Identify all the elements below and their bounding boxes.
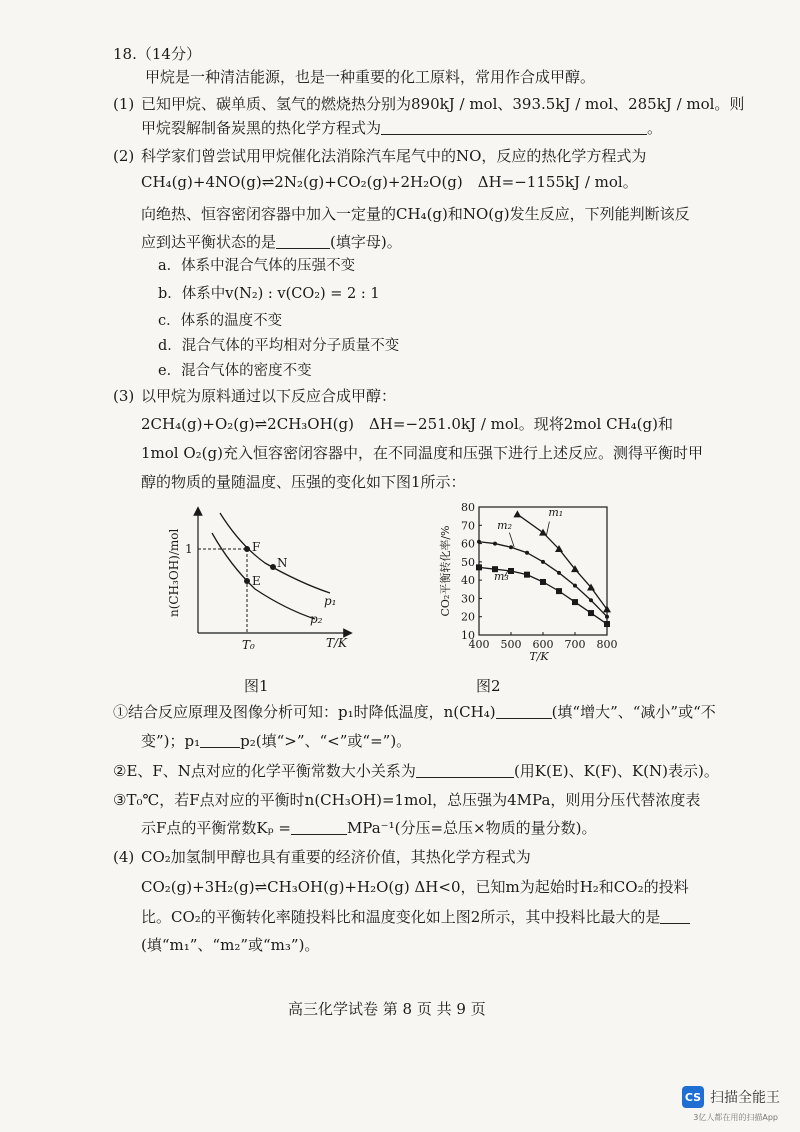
part3-q3-b: 示F点的平衡常数Kₚ = xyxy=(141,819,291,837)
part1-label: (1) xyxy=(113,95,135,113)
part3-q3-a: ③T₀℃，若F点对应的平衡时n(CH₃OH)=1mol，总压强为4MPa，则用分压代替浓度表 xyxy=(113,791,701,809)
figure-1-caption: 图1 xyxy=(244,677,269,695)
data-point xyxy=(524,572,530,578)
data-point xyxy=(476,564,482,570)
watermark-brand: 扫描全能王 xyxy=(710,1090,780,1106)
data-point xyxy=(557,571,561,575)
part2-option-e: e．混合气体的密度不变 xyxy=(158,363,312,379)
fig1-xlabel: T/K xyxy=(326,636,348,650)
label-n: N xyxy=(277,556,288,570)
figure-2-caption: 图2 xyxy=(476,677,501,695)
part3-q1-a: ①结合反应原理及图像分析可知：p₁时降低温度，n(CH₄) xyxy=(113,703,496,721)
y-tick-label: 60 xyxy=(461,537,475,551)
x-tick-label: 800 xyxy=(596,638,618,651)
answer-blank xyxy=(496,704,552,719)
answer-blank xyxy=(291,820,347,835)
data-point xyxy=(477,540,481,544)
fig1-ytick: 1 xyxy=(185,542,193,556)
question-intro: 甲烷是一种清洁能源，也是一种重要的化工原料，常用作合成甲醇。 xyxy=(145,68,596,86)
part4-label: (4) xyxy=(113,848,135,866)
part1-text-b-end: 。 xyxy=(647,119,663,137)
part3-q2: ②E、F、N点对应的化学平衡常数大小关系为 xyxy=(113,762,416,780)
part3-q1-b: 变”)；p₁ xyxy=(141,732,201,750)
y-tick-label: 40 xyxy=(461,574,475,588)
figure-2-chart xyxy=(435,495,635,670)
y-tick-label: 50 xyxy=(461,555,475,569)
scanner-watermark xyxy=(682,1086,780,1108)
y-tick-label: 80 xyxy=(461,501,475,514)
question-number: 18.（14分） xyxy=(113,45,201,63)
label-e: E xyxy=(252,574,261,588)
x-axis-label: T/K xyxy=(529,650,549,663)
part2-equation: CH₄(g)+4NO(g)⇌2N₂(g)+CO₂(g)+2H₂O(g) ΔH=−1155kJ / mol。 xyxy=(141,173,638,191)
y-tick-label: 30 xyxy=(461,592,475,606)
part1-text-b: 甲烷裂解制备炭黑的热化学方程式为 xyxy=(141,119,382,137)
part2-option-c: c．体系的温度不变 xyxy=(158,313,283,329)
part3-q3-line-b xyxy=(141,818,596,838)
point-e xyxy=(244,578,250,584)
part3-q3-b-end: MPa⁻¹(分压=总压×物质的量分数)。 xyxy=(346,819,597,837)
curve-p2 xyxy=(212,533,315,619)
series-leader-line xyxy=(509,533,514,548)
point-n xyxy=(270,564,276,570)
part2-text-c-line xyxy=(141,232,402,252)
part4-text-c-line xyxy=(141,907,690,927)
series-label: m₃ xyxy=(493,570,509,584)
part3-q1-line-b xyxy=(141,731,411,751)
camscanner-icon: CS xyxy=(682,1086,704,1108)
part4-text-c: 比。CO₂的平衡转化率随投料比和温度变化如上图2所示，其中投料比最大的是 xyxy=(141,908,661,926)
point-f xyxy=(244,546,250,552)
part3-equation: 2CH₄(g)+O₂(g)⇌2CH₃OH(g) ΔH=−251.0kJ / mol。现将2mol CH₄(g)和 xyxy=(141,415,673,433)
watermark-tagline: 3亿人都在用的扫描App xyxy=(693,1113,778,1122)
data-point xyxy=(525,551,529,555)
label-p1: p₁ xyxy=(324,594,337,608)
part2-label: (2) xyxy=(113,147,135,165)
data-point xyxy=(605,615,609,619)
part3-q2-end: (用K(E)、K(F)、K(N)表示)。 xyxy=(513,762,719,780)
label-f: F xyxy=(252,540,261,554)
x-tick-label: 500 xyxy=(500,638,522,651)
answer-blank xyxy=(200,733,240,748)
data-point xyxy=(509,545,513,549)
data-point xyxy=(539,529,547,536)
part1-text-a: 已知甲烷、碳单质、氢气的燃烧热分别为890kJ / mol、393.5kJ / mol、285kJ / mol。则 xyxy=(141,95,745,113)
data-point xyxy=(493,542,497,546)
data-point xyxy=(573,584,577,588)
fig1-ylabel: n(CH₃OH)/mol xyxy=(167,528,181,617)
part3-q1-b-mid: p₂(填“>”、“<”或“=”)。 xyxy=(240,732,412,750)
data-point xyxy=(604,621,610,627)
part3-text-a: 以甲烷为原料通过以下反应合成甲醇： xyxy=(141,387,397,405)
part2-option-b: b．体系中v(N₂) : v(CO₂) = 2 : 1 xyxy=(158,286,380,302)
series-line-1 xyxy=(517,514,607,609)
part1-text-b-line xyxy=(141,118,662,138)
part4-text-a: CO₂加氢制甲醇也具有重要的经济价值，其热化学方程式为 xyxy=(141,848,531,866)
series-label: m₁ xyxy=(548,506,564,520)
part2-text-b: 向绝热、恒容密闭容器中加入一定量的CH₄(g)和NO(g)发生反应，下列能判断该反 xyxy=(141,205,690,223)
data-point xyxy=(540,579,546,585)
part3-q2-line xyxy=(113,761,719,781)
part3-text-b: 1mol O₂(g)充入恒容密闭容器中，在不同温度和压强下进行上述反应。测得平衡时甲 xyxy=(141,444,703,462)
data-point xyxy=(513,510,521,517)
part3-label: (3) xyxy=(113,387,135,405)
data-point xyxy=(588,610,594,616)
data-point xyxy=(556,588,562,594)
data-point xyxy=(508,568,514,574)
part4-text-d: (填“m₁”、“m₂”或“m₃”)。 xyxy=(141,936,320,954)
figure-1 xyxy=(160,505,360,665)
x-tick-label: 700 xyxy=(564,638,586,651)
part3-q1-a-end: (填“增大”、“减小”或“不 xyxy=(551,703,716,721)
series-leader-line xyxy=(546,522,549,537)
y-tick-label: 10 xyxy=(461,629,475,642)
data-point xyxy=(572,599,578,605)
y-tick-label: 20 xyxy=(461,610,475,624)
answer-blank xyxy=(416,763,514,778)
answer-blank xyxy=(381,120,647,135)
answer-blank xyxy=(660,909,690,924)
curve-p1 xyxy=(220,513,330,593)
part3-q1-line-a xyxy=(113,702,716,722)
part2-text-a: 科学家们曾尝试用甲烷催化法消除汽车尾气中的NO，反应的热化学方程式为 xyxy=(141,147,647,165)
part3-text-c: 醇的物质的量随温度、压强的变化如下图1所示： xyxy=(141,473,466,491)
y-tick-label: 70 xyxy=(461,519,475,533)
data-point xyxy=(589,598,593,602)
part4-text-b: CO₂(g)+3H₂(g)⇌CH₃OH(g)+H₂O(g) ΔH<0，已知m为起始时H₂和CO₂的投料 xyxy=(141,878,689,896)
answer-blank xyxy=(276,234,330,249)
x-tick-label: 600 xyxy=(532,638,554,651)
y-axis-label: CO₂平衡转化率/% xyxy=(439,525,452,617)
page-footer: 高三化学试卷 第 8 页 共 9 页 xyxy=(288,1000,486,1018)
part2-text-c-end: (填字母)。 xyxy=(330,233,402,251)
series-label: m₂ xyxy=(497,518,513,532)
fig1-xtick: T₀ xyxy=(242,638,255,652)
part2-text-c: 应到达平衡状态的是 xyxy=(141,233,277,251)
label-p2: p₂ xyxy=(310,612,323,626)
data-point xyxy=(541,560,545,564)
part2-option-d: d．混合气体的平均相对分子质量不变 xyxy=(158,338,400,354)
part2-option-a: a．体系中混合气体的压强不变 xyxy=(158,258,356,274)
x-tick-label: 400 xyxy=(468,638,490,651)
